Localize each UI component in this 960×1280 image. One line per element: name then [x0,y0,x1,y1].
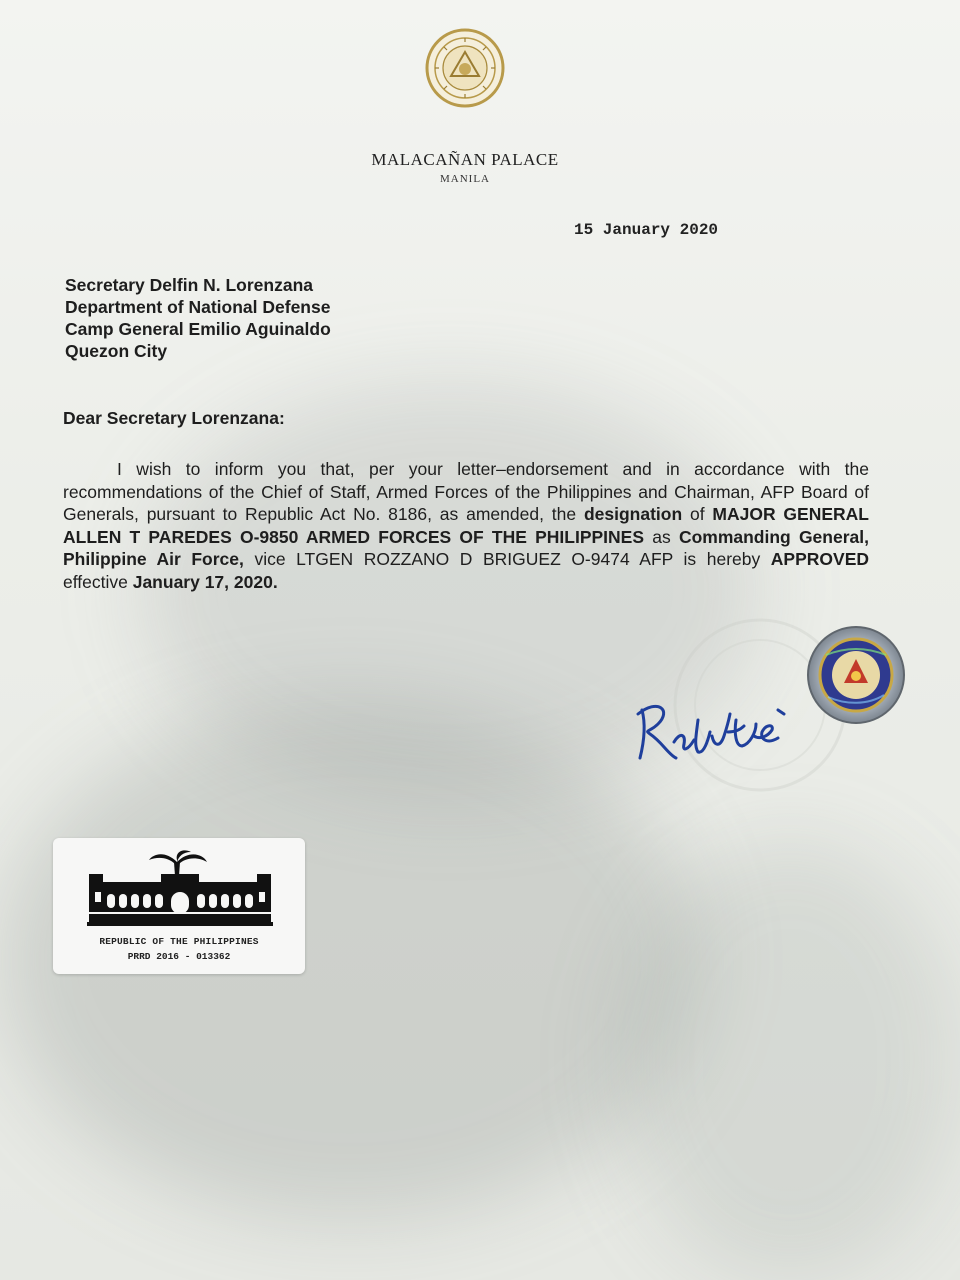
body-text: of [682,504,713,524]
body-text: I wish to inform you that, per your letter–endorsement and in accordance with the recommendations of the Chief of Staff, Armed Forces of the Philippines and Chairman, AFP Board of Generals, pursuant to Republic Act No. 8186, as amended, the [63,459,869,524]
body-bold-text: designation [583,504,683,524]
letter-date: 15 January 2020 [574,221,719,239]
hologram-seal-icon [806,625,906,725]
letter-body [63,458,869,593]
recipient-address-line: Camp General Emilio Aguinaldo [65,319,331,339]
presidential-seal-icon [423,24,507,120]
malacanang-palace-icon [87,848,273,934]
body-text: vice LTGEN ROZZANO D BRIGUEZ O-9474 AFP is hereby [243,549,771,569]
recipient-name: Secretary Delfin N. Lorenzana [65,275,313,295]
sticker-serial-number: PRRD 2016 - 013362 [127,951,231,962]
letterhead-title: MALACAÑAN PALACE [371,150,559,169]
body-bold-text: January 17, 2020. [132,571,278,592]
body-bold-text: APPROVED [770,549,870,569]
signature-icon [628,680,798,770]
shadow-overlay [620,840,960,1280]
sticker-country-label: REPUBLIC OF THE PHILIPPINES [99,936,259,947]
body-bold-text: Commanding General, Philippine Air Force, [63,526,869,569]
palace-sticker [53,838,305,974]
salutation: Dear Secretary Lorenzana: [63,408,285,428]
body-text: effective [63,571,133,592]
recipient-address [65,274,331,362]
recipient-city: Quezon City [65,341,168,361]
body-text: as [644,526,679,547]
letterhead-subtitle: MANILA [440,173,490,185]
body-bold-text: MAJOR GENERAL ALLEN T PAREDES O-9850 ARMED FORCES OF THE PHILIPPINES [63,504,869,547]
recipient-department: Department of National Defense [65,297,331,317]
